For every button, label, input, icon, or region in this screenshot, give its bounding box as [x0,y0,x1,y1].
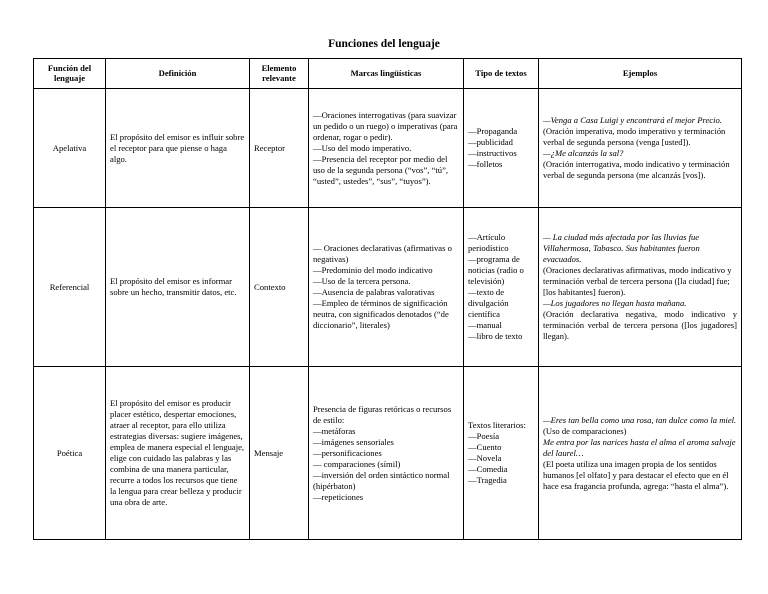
table-row [34,367,742,540]
mark-item: —Uso del modo imperativo. [313,142,412,153]
header-cell: Tipo de textos [464,59,539,89]
text-type-item: —manual [468,320,502,330]
text-type-item: —Cuento [468,442,502,452]
table-row [34,208,742,367]
mark-item: —Ausencia de palabras valorativas [313,287,435,297]
mark-item: Presencia de figuras retóricas o recursos de estilo: [313,403,452,425]
example-item: (El poeta utiliza una imagen propia de los sentidos humanos [el olfato] y para destacar el efecto que en él hace esa fragancia profunda, agrega: “hasta el alma”). [543,458,729,491]
functions-table [33,58,742,540]
examples-cell [539,367,742,540]
text-type-item: —programa de noticias (radio o televisión) [468,254,524,286]
text-type-item: —Tragedia [468,475,507,485]
mark-item: —personificaciones [313,447,382,458]
example-item: — La ciudad más afectada por las lluvias fue Villahermosa, Tabasco. Sus habitantes fueron evacuados. [543,232,700,264]
text-type-item: —Propaganda [468,126,518,136]
definition-cell: El propósito del emisor es influir sobre el receptor para que piense o haga algo. [106,89,250,208]
element-cell: Contexto [250,208,309,367]
mark-item: —Empleo de términos de significación neutra, con significados denotados (“de diccionario”, literales) [313,298,449,330]
mark-item: — comparaciones (símil) [313,458,401,469]
text-types-cell [464,367,539,540]
definition-cell: El propósito del emisor es informar sobre un hecho, transmitir datos, etc. [106,208,250,367]
example-item: —¿Me alcanzás la sal? [543,148,624,158]
header-cell: Elemento relevante [250,59,309,89]
text-types-cell [464,208,539,367]
function-cell: Poética [34,367,106,540]
example-item: (Oración imperativa, modo imperativo y terminación verbal de segunda persona (venga [usted]). [543,126,726,147]
example-item: Me entra por las narices hasta el alma el aroma salvaje del laurel… [543,436,736,458]
text-type-item: —Novela [468,453,502,463]
header-cell: Ejemplos [539,59,742,89]
examples-cell [539,89,742,208]
mark-item: — Oraciones declarativas (afirmativas o negativas) [313,243,452,264]
header-cell: Función del lenguaje [34,59,106,89]
element-cell: Receptor [250,89,309,208]
example-item: (Oración declarativa negativa, modo indicativo y terminación verbal de tercera persona ([los jugadores] llegan). [543,309,737,341]
page-title: Funciones del lenguaje [328,38,440,50]
text-type-item: Textos literarios: [468,420,526,430]
text-type-item: —texto de divulgación científica [468,287,509,319]
text-types-cell [464,89,539,208]
text-type-item: —libro de texto [468,331,523,341]
mark-item: —Presencia del receptor por medio del uso de la segunda persona (“vos”, “tú”, “usted”, ustedes”, “sus”, “tuyos”). [313,153,449,186]
text-type-item: —publicidad [468,137,513,147]
text-type-item: —instructivos [468,148,517,158]
text-type-item: —Poesía [468,431,500,441]
marks-cell [309,89,464,208]
mark-item: —metáforas [313,425,356,436]
mark-item: —imágenes sensoriales [313,436,394,447]
examples-cell [539,208,742,367]
header-row [34,59,742,89]
table-row [34,89,742,208]
example-item: —Venga a Casa Luigi y encontrará el mejor Precio. [543,115,722,125]
text-type-item: —folletos [468,159,503,169]
example-item: —Eres tan bella como una rosa, tan dulce como la miel. [543,414,737,425]
element-cell: Mensaje [250,367,309,540]
mark-item: —Uso de la tercera persona. [313,276,411,286]
definition-cell: El propósito del emisor es producir placer estético, despertar emociones, atraer al receptor, para ello utiliza estrategias diversas: sugiere imágenes, emplea de manera especial el lenguaje, elige con cuidado las palabras y las combina de una manera particular, recurre a todos los recursos que tiene la lengua para crear belleza y producir una obra de arte. [106,367,250,540]
text-type-item: —Comedia [468,464,508,474]
function-cell: Apelativa [34,89,106,208]
marks-cell [309,367,464,540]
example-item: —Los jugadores no llegan hasta mañana. [543,298,687,308]
header-cell: Marcas lingüísticas [309,59,464,89]
example-item: (Uso de comparaciones) [543,425,627,436]
marks-cell [309,208,464,367]
mark-item: —repeticiones [313,491,364,502]
mark-item: —inversión del orden sintáctico normal (hipérbaton) [313,469,450,491]
example-item: (Oración interrogativa, modo indicativo y terminación verbal de segunda persona (me alcanzás [vos]). [543,159,730,180]
header-cell: Definición [106,59,250,89]
function-cell: Referencial [34,208,106,367]
text-type-item: —Artículo periodístico [468,232,509,253]
mark-item: —Predominio del modo indicativo [313,265,433,275]
mark-item: —Oraciones interrogativas (para suavizar un pedido o un ruego) o imperativas (para ordenar, rogar o pedir). [313,109,458,142]
example-item: (Oraciones declarativas afirmativas, modo indicativo y terminación verbal de tercera persona ([la ciudad] fue; [los habitantes] fueron). [543,265,732,297]
